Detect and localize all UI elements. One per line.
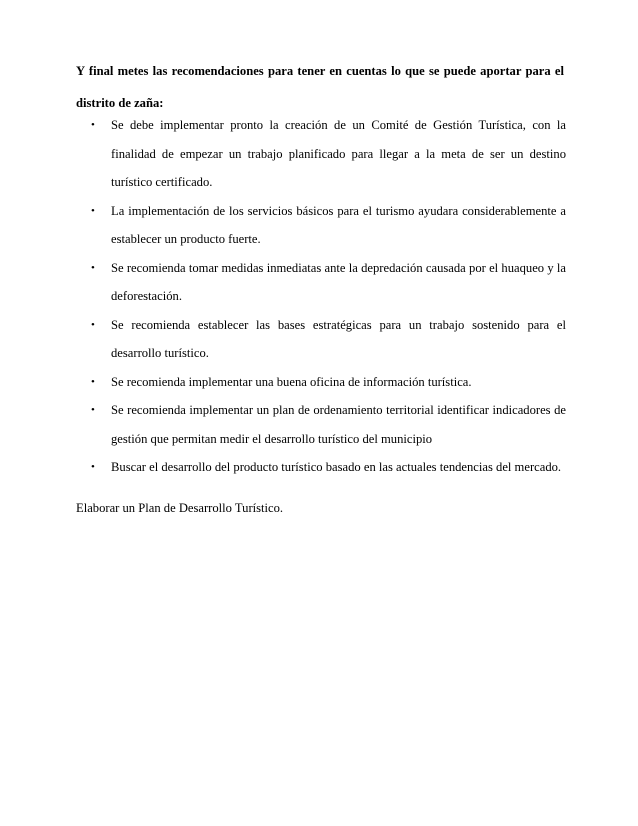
list-item [76, 453, 566, 482]
list-item-text: Se recomienda tomar medidas inmediatas ante la depredación causada por el huaqueo y la deforestación. [111, 260, 566, 303]
list-item-text: Buscar el desarrollo del producto turístico basado en las actuales tendencias del mercado. [111, 460, 562, 474]
list-item [76, 111, 566, 197]
list-item [76, 254, 566, 311]
list-item-text: Se recomienda implementar un plan de ordenamiento territorial identificar indicadores de gestión que permitan medir el desarrollo turístico del municipio [111, 403, 566, 446]
bullet-icon: • [91, 461, 95, 473]
closing-paragraph: Elaborar un Plan de Desarrollo Turístico. [76, 501, 284, 515]
bullet-icon: • [91, 375, 95, 388]
recommendations-list [76, 111, 566, 482]
list-item-text: Se debe implementar pronto la creación de un Comité de Gestión Turística, con la finalidad de empezar un trabajo planificado para llegar a la meta de ser un destino turístico certificado. [111, 118, 566, 189]
list-item-text: La implementación de los servicios básicos para el turismo ayudara considerablemente a establecer un producto fuerte. [111, 203, 566, 246]
bullet-icon: • [91, 204, 95, 217]
intro-paragraph: Y final metes las recomendaciones para tener en cuentas lo que se puede aportar para el distrito de zaña: [76, 64, 564, 110]
list-item-text: Se recomienda implementar una buena oficina de información turística. [111, 374, 472, 389]
list-item [76, 311, 566, 368]
list-item [76, 197, 566, 254]
list-item [76, 396, 566, 453]
bullet-icon: • [91, 119, 95, 131]
bullet-icon: • [91, 318, 95, 331]
bullet-icon: • [91, 261, 95, 274]
list-item [76, 368, 566, 397]
list-item-text: Se recomienda establecer las bases estratégicas para un trabajo sostenido para el desarrollo turístico. [111, 317, 566, 360]
bullet-icon: • [91, 404, 95, 416]
